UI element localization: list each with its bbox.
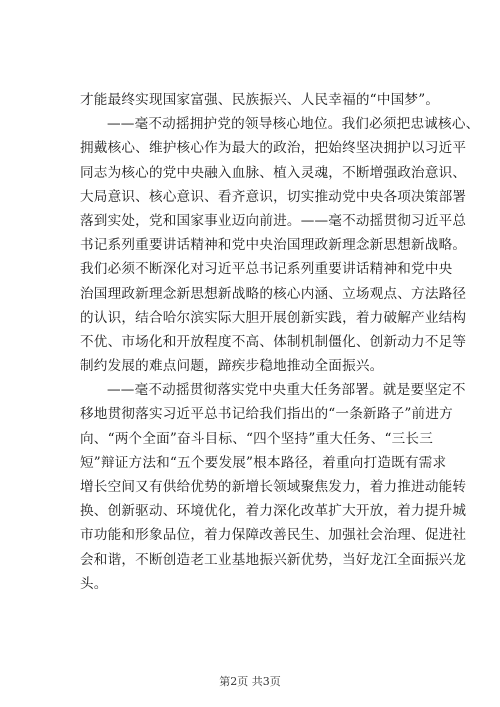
paragraph-line: 换、创新驱动、环境优化，着力深化改革扩大开放，着力提升城 [80, 503, 467, 520]
paragraph-line: 大局意识、核心意识、看齐意识，切实推动党中央各项决策部署 [80, 188, 467, 205]
paragraph-line: 移地贯彻落实习近平总书记给我们指出的“一条新路子”前进方 [80, 406, 453, 423]
paragraph-line: 才能最终实现国家富强、民族振兴、人民幸福的“中国梦”。 [80, 92, 440, 108]
paragraph-line: ——毫不动摇贯彻落实党中央重大任务部署。就是要坚定不 [107, 382, 466, 399]
paragraph-line: 治国理政新理念新思想新战略的核心内涵、立场观点、方法路径 [80, 285, 467, 302]
paragraph-line: 的认识，结合哈尔滨实际大胆开展创新实践，着力破解产业结构 [80, 309, 467, 326]
paragraph-line: 同志为核心的党中央融入血脉、植入灵魂，不断增强政治意识、 [80, 164, 467, 181]
paragraph-line: 不优、市场化和开放程度不高、体制机制僵化、创新动力不足等 [80, 333, 467, 350]
paragraph-line: 短”辩证方法和“五个要发展”根本路径，着重向打造既有需求 [80, 454, 447, 471]
paragraph-line: 向、“两个全面”奋斗目标、“四个坚持”重大任务、“三长三 [80, 430, 434, 447]
paragraph-line: 书记系列重要讲话精神和党中央治国理政新理念新思想新战略。 [80, 237, 467, 254]
page-footer [0, 673, 500, 689]
paragraph-line: 落到实处，党和国家事业迈向前进。——毫不动摇贯彻习近平总 [80, 212, 467, 229]
paragraph-line: 会和谐，不断创造老工业基地振兴新优势，当好龙江全面振兴龙 [80, 551, 467, 568]
page-number: 第2页 共3页 [219, 675, 281, 688]
paragraph-line: 头。 [80, 575, 108, 592]
paragraph-line: 我们必须不断深化对习近平总书记系列重要讲话精神和党中央 [80, 261, 453, 278]
paragraph-line: 市功能和形象品位，着力保障改善民生、加强社会治理、促进社 [80, 527, 467, 544]
paragraph-line: 增长空间又有供给优势的新增长领域聚焦发力，着力推进动能转 [80, 479, 467, 495]
paragraph-line: 制约发展的难点问题，蹄疾步稳地推动全面振兴。 [80, 358, 384, 375]
paragraph-line: ——毫不动摇拥护党的领导核心地位。我们必须把忠诚核心、 [107, 116, 480, 133]
document-body [80, 88, 480, 596]
paragraph-line: 拥戴核心、维护核心作为最大的政治，把始终坚决拥护以习近平 [80, 140, 467, 157]
